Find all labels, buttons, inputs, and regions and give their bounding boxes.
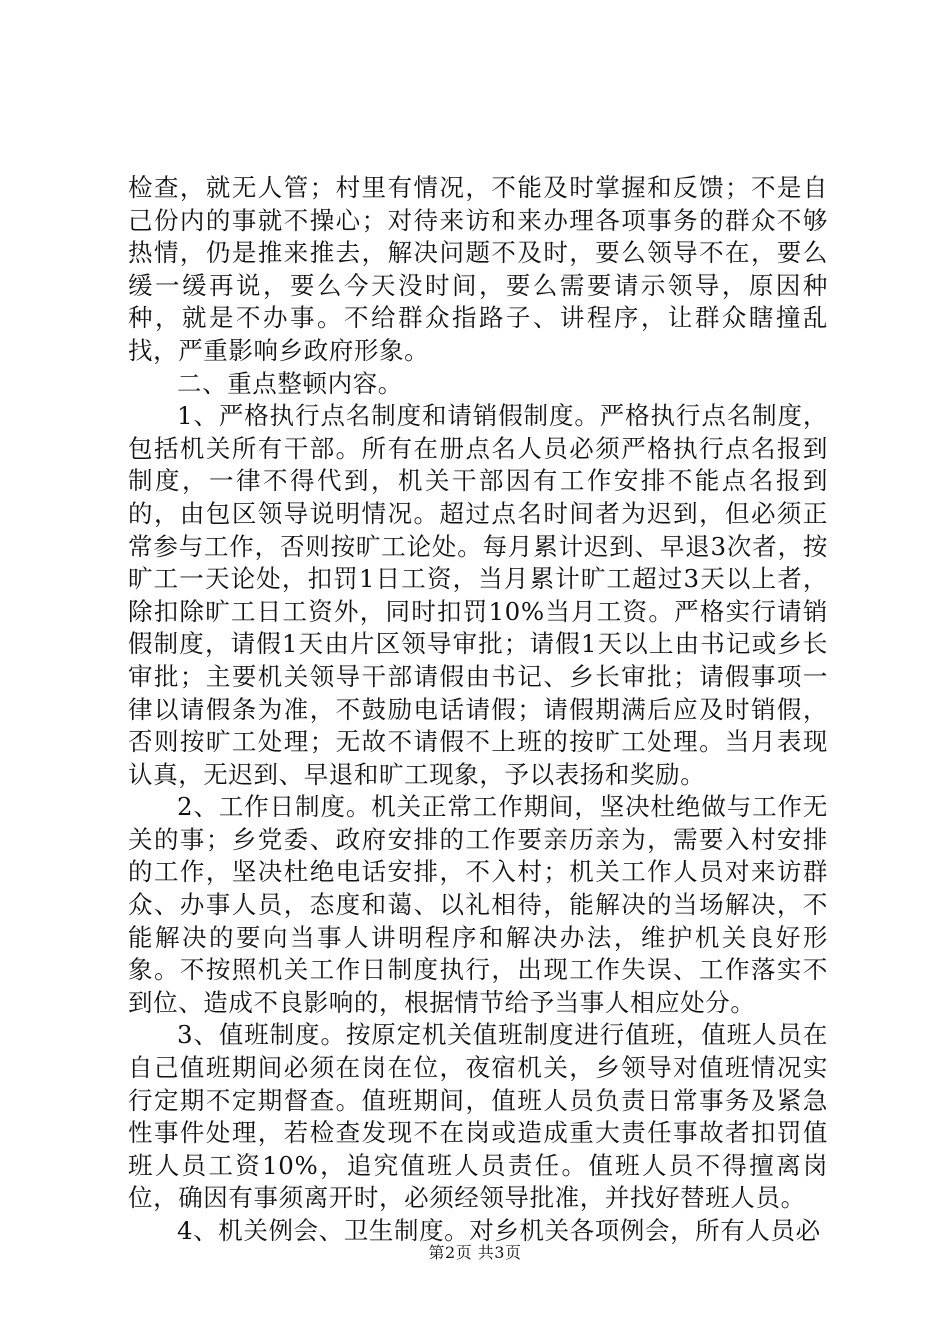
paragraph-workday-rules: 2、工作日制度。机关正常工作期间，坚决杜绝做与工作无关的事；乡党委、政府安排的工作要亲历亲为，需要入村安排的工作，坚决杜绝电话安排，不入村；机关工作人员对来访群众、办事人员，态度和蔼、以礼相待，能解决的当场解决，不能解决的要向当事人讲明程序和解决办法，维护机关良好形象。不按照机关工作日制度执行，出现工作失误、工作落实不到位、造成不良影响的，根据情节给予当事人相应处分。 <box>128 792 828 1017</box>
paragraph-meeting-hygiene: 4、机关例会、卫生制度。对乡机关各项例会，所有人员必 <box>177 1216 821 1245</box>
page-number-footer: 第2页 共3页 <box>428 1243 522 1262</box>
section-heading: 二、重点整顿内容。 <box>177 368 403 398</box>
document-body <box>128 172 828 1248</box>
paragraph-continuation: 检查，就无人管；村里有情况，不能及时掌握和反馈；不是自己份内的事就不操心；对待来访和来办理各项事务的群众不够热情，仍是推来推去，解决问题不及时，要么领导不在，要么缓一缓再说，要么今天没时间，要么需要请示领导，原因种种，就是不办事。不给群众指路子、讲程序，让群众瞎撞乱找，严重影响乡政府形象。 <box>128 173 828 365</box>
paragraph-roll-call-leave: 1、严格执行点名制度和请销假制度。严格执行点名制度，包括机关所有干部。所有在册点名人员必须严格执行点名报到制度，一律不得代到，机关干部因有工作安排不能点名报到的，由包区领导说明情况。超过点名时间者为迟到，但必须正常参与工作，否则按旷工论处。每月累计迟到、早退3次者，按旷工一天论处，扣罚1日工资，当月累计旷工超过3天以上者，除扣除旷工日工资外，同时扣罚10%当月工资。严格实行请销假制度，请假1天由片区领导审批；请假1天以上由书记或乡长审批；主要机关领导干部请假由书记、乡长审批；请假事项一律以请假条为准，不鼓励电话请假；请假期满后应及时销假，否则按旷工处理；无故不请假不上班的按旷工处理。当月表现认真，无迟到、早退和旷工现象，予以表扬和奖励。 <box>128 401 828 789</box>
paragraph-duty-rules: 3、值班制度。按原定机关值班制度进行值班，值班人员在自己值班期间必须在岗在位，夜宿机关，乡领导对值班情况实行定期不定期督查。值班期间，值班人员负责日常事务及紧急性事件处理，若检查发现不在岗或造成重大责任事故者扣罚值班人员工资10%，追究值班人员责任。值班人员不得擅离岗位，确因有事须离开时，必须经领导批准，并找好替班人员。 <box>128 1020 828 1213</box>
